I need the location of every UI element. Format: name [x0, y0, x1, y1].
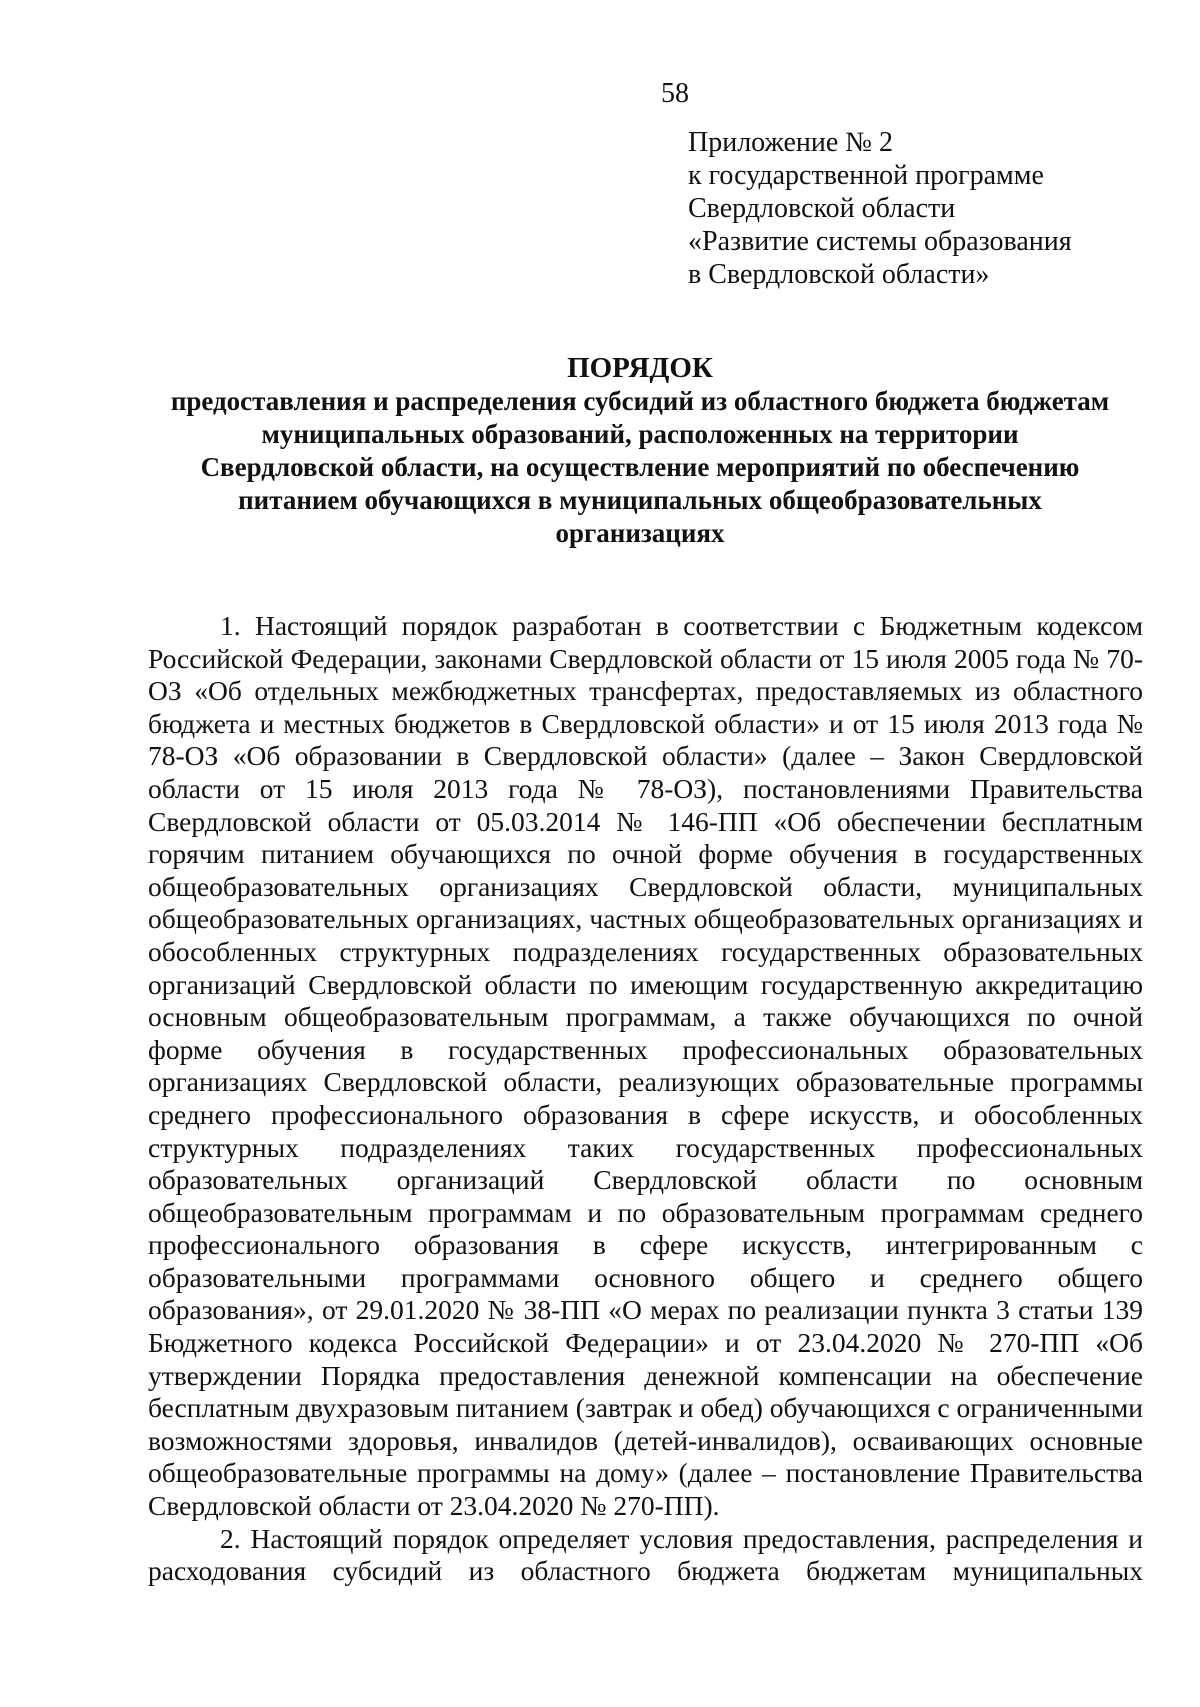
document-subtitle-line: муниципальных образований, расположенных на территории	[261, 419, 1019, 449]
document-subtitle-line: предоставления и распределения субсидий из областного бюджета бюджетам	[170, 386, 1110, 416]
paragraph-2: 2. Настоящий порядок определяет условия предоставления, распределения и расходования субсидий из областного бюджета бюджетам муниципальных	[148, 1522, 1143, 1587]
appendix-line: к государственной программе	[688, 160, 1044, 191]
appendix-line: Свердловской области	[688, 193, 956, 224]
document-subtitle-line: питанием обучающихся в муниципальных общеобразовательных	[238, 485, 1042, 515]
page-number: 58	[661, 78, 689, 109]
appendix-line: «Развитие системы образования	[688, 226, 1072, 257]
document-subtitle-line: Свердловской области, на осуществление мероприятий по обеспечению	[200, 452, 1080, 482]
document-subtitle-line: организациях	[555, 518, 725, 548]
document-heading	[140, 352, 1140, 550]
appendix-line: в Свердловской области»	[688, 259, 990, 290]
paragraph-1: 1. Настоящий порядок разработан в соответствии с Бюджетным кодексом Российской Федерации, законами Свердловской области от 15 июля 2005 года № 70-ОЗ «Об отдельных межбюджетных трансфертах, предоставляемых из областного бюджета и местных бюджетов в Свердловской области» и от 15 июля 2013 года № 78-ОЗ «Об образовании в Свердловской области» (далее – Закон Свердловской области от 15 июля 2013 года № 78-ОЗ), постановлениями Правительства Свердловской области от 05.03.2014 № 146-ПП «Об обеспечении бесплатным горячим питанием обучающихся по очной форме обучения в государственных общеобразовательных организациях Свердловской области, муниципальных общеобразовательных организациях, частных общеобразовательных организациях и обособленных структурных подразделениях государственных образовательных организаций Свердловской области по имеющим государственную аккредитацию основным общеобразовательным программам, а также обучающихся по очной форме обучения в государственных профессиональных образовательных организациях Свердловской области, реализующих образовательные программы среднего профессионального образования в сфере искусств, и обособленных структурных подразделениях таких государственных профессиональных образовательных организаций Свердловской области по основным общеобразовательным программам и по образовательным программам среднего профессионального образования в сфере искусств, интегрированным с образовательными программами основного общего и среднего общего образования», от 29.01.2020 № 38-ПП «О мерах по реализации пункта 3 статьи 139 Бюджетного кодекса Российской Федерации» и от 23.04.2020 № 270-ПП «Об утверждении Порядка предоставления денежной компенсации на обеспечение бесплатным двухразовым питанием (завтрак и обед) обучающихся с ограниченными возможностями здоровья, инвалидов (детей-инвалидов), осваивающих основные общеобразовательные программы на дому» (далее – постановление Правительства Свердловской области от 23.04.2020 № 270-ПП).	[148, 610, 1143, 1522]
appendix-line: Приложение № 2	[688, 127, 893, 158]
document-body	[148, 610, 1143, 1588]
appendix-block	[688, 126, 1168, 291]
document-title: ПОРЯДОК	[567, 352, 713, 384]
